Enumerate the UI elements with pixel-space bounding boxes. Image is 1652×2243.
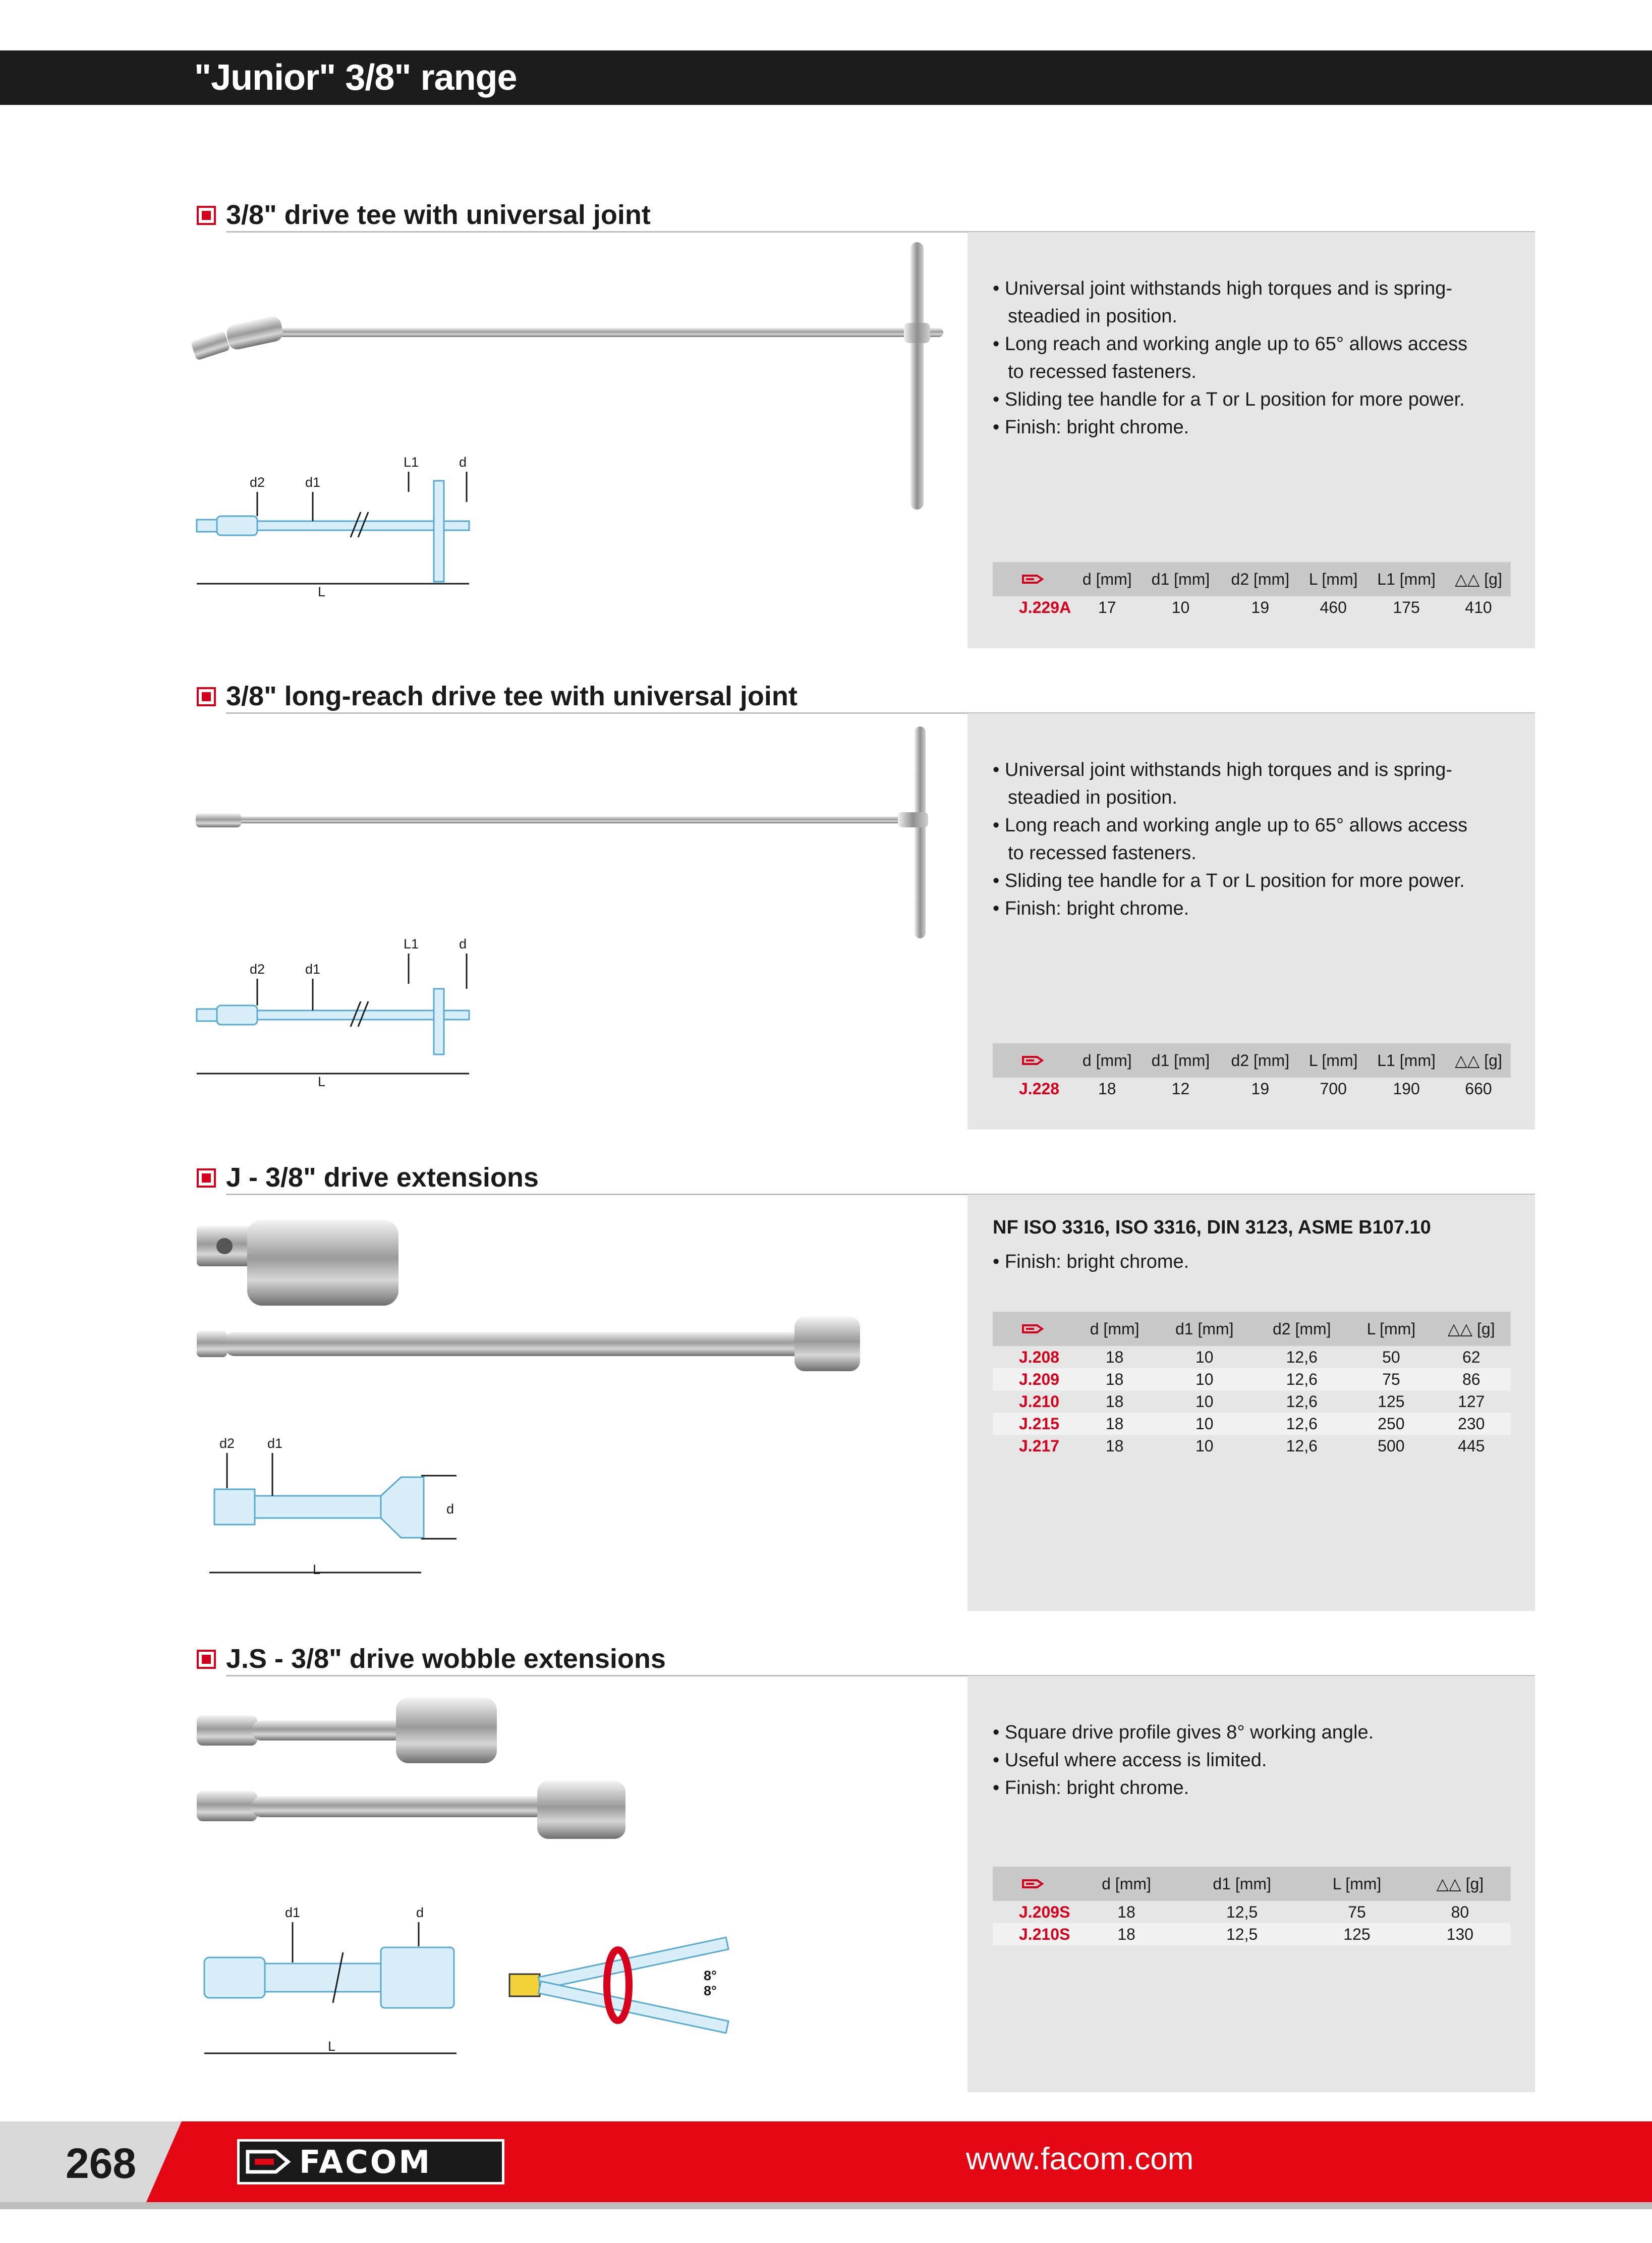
weight-scale-icon: △△ <box>1447 1320 1473 1338</box>
column-header: d2 [mm] <box>1220 562 1300 596</box>
reference-cell: J.209S <box>993 1901 1073 1923</box>
table-cell: 12 <box>1141 1078 1221 1100</box>
column-header: △△ [g] <box>1446 1043 1511 1078</box>
table-cell: 62 <box>1432 1346 1511 1368</box>
table-row <box>993 1413 1511 1435</box>
diagram-label-d2: d2 <box>250 475 265 490</box>
section-title: 3/8" long-reach drive tee with universal joint <box>226 681 797 711</box>
brand-name: FACOM <box>299 2144 432 2180</box>
table-cell: 10 <box>1156 1390 1253 1413</box>
reference-cell: J.208 <box>993 1346 1073 1368</box>
feature-list <box>993 275 1477 441</box>
table-cell: 18 <box>1073 1368 1156 1390</box>
table-cell: 12,5 <box>1179 1901 1304 1923</box>
table-cell: 75 <box>1304 1901 1409 1923</box>
feature-item: • Square drive profile gives 8° working angle. <box>993 1719 1477 1747</box>
reference-cell: J.210 <box>993 1390 1073 1413</box>
table-cell: 12,6 <box>1253 1368 1350 1390</box>
column-header: d [mm] <box>1073 1043 1141 1078</box>
table-cell: 127 <box>1432 1390 1511 1413</box>
extension-bars-photo <box>194 1216 870 1387</box>
section-marker-icon <box>197 1168 216 1188</box>
diagram-label-d2: d2 <box>250 962 265 977</box>
feature-list <box>993 756 1477 923</box>
table-cell: 410 <box>1446 596 1511 619</box>
table-cell: 250 <box>1350 1413 1432 1435</box>
reference-cell: J.209 <box>993 1368 1073 1390</box>
table-cell: 10 <box>1141 596 1221 619</box>
column-header: d1 [mm] <box>1179 1867 1304 1901</box>
table-header-row <box>993 562 1511 596</box>
diagram-label-d: d <box>459 455 467 470</box>
table-cell: 19 <box>1220 1078 1300 1100</box>
table-cell: 130 <box>1409 1923 1511 1945</box>
weight-scale-icon: △△ <box>1455 1051 1480 1070</box>
table-cell: 50 <box>1350 1346 1432 1368</box>
table-cell: 12,5 <box>1179 1923 1304 1945</box>
reference-cell: J.210S <box>993 1923 1073 1945</box>
table-cell: 18 <box>1073 1078 1141 1100</box>
table-cell: 18 <box>1073 1346 1156 1368</box>
feature-item: • Long reach and working angle up to 65° allows access to recessed fasteners. <box>993 330 1477 386</box>
reference-tag-icon <box>993 1312 1073 1346</box>
column-header: △△ [g] <box>1446 562 1511 596</box>
diagram-label-l: L <box>313 1562 321 1577</box>
section-marker-icon <box>197 687 216 706</box>
table-row <box>993 1346 1511 1368</box>
feature-item: • Useful where access is limited. <box>993 1747 1477 1774</box>
table-row <box>993 1368 1511 1390</box>
column-header: L [mm] <box>1350 1312 1432 1346</box>
table-header-row <box>993 1312 1511 1346</box>
reference-tag-icon <box>993 562 1073 596</box>
wobble-angle-diagram <box>504 1925 767 2046</box>
diagram-label-d1: d1 <box>305 475 321 490</box>
spec-table <box>993 1043 1511 1100</box>
spec-table <box>993 1867 1511 1945</box>
table-cell: 190 <box>1366 1078 1446 1100</box>
table-cell: 18 <box>1073 1923 1179 1945</box>
column-header: L [mm] <box>1304 1867 1409 1901</box>
column-header: d2 [mm] <box>1253 1312 1350 1346</box>
diagram-label-d: d <box>416 1905 424 1920</box>
column-header: d2 [mm] <box>1220 1043 1300 1078</box>
diagram-label-l: L <box>328 2039 336 2054</box>
table-cell: 12,6 <box>1253 1390 1350 1413</box>
footer-rule <box>0 2202 1652 2209</box>
table-cell: 18 <box>1073 1390 1156 1413</box>
table-cell: 460 <box>1300 596 1366 619</box>
table-row <box>993 1435 1511 1457</box>
column-header: L [mm] <box>1300 1043 1366 1078</box>
section-marker-icon <box>197 1650 216 1669</box>
column-header: d1 [mm] <box>1156 1312 1253 1346</box>
reference-tag-icon <box>993 1043 1073 1078</box>
section-title: 3/8" drive tee with universal joint <box>226 200 651 230</box>
column-header: L [mm] <box>1300 562 1366 596</box>
column-header: L1 [mm] <box>1366 562 1446 596</box>
reference-cell: J.229A <box>993 596 1073 619</box>
table-cell: 175 <box>1366 596 1446 619</box>
facom-logo-icon <box>237 2139 504 2184</box>
section-marker-icon <box>197 206 216 225</box>
dimension-diagram <box>199 1902 482 2068</box>
dimension-diagram <box>199 1433 472 1584</box>
diagram-label-d1: d1 <box>285 1905 301 1920</box>
table-cell: 12,6 <box>1253 1435 1350 1457</box>
weight-scale-icon: △△ <box>1455 570 1480 588</box>
angle-label: 8° <box>704 1983 717 1998</box>
feature-item: • Sliding tee handle for a T or L position for more power. <box>993 867 1477 895</box>
feature-item: • Universal joint withstands high torques and is spring-steadied in position. <box>993 756 1477 812</box>
table-cell: 125 <box>1304 1923 1409 1945</box>
column-header: d [mm] <box>1073 562 1141 596</box>
long-tee-handle-photo <box>192 716 948 938</box>
table-row <box>993 1923 1511 1945</box>
feature-item: • Sliding tee handle for a T or L position for more power. <box>993 386 1477 414</box>
table-cell: 86 <box>1432 1368 1511 1390</box>
table-row <box>993 596 1511 619</box>
feature-item: • Long reach and working angle up to 65° allows access to recessed fasteners. <box>993 812 1477 867</box>
feature-item: • Finish: bright chrome. <box>993 1248 1477 1276</box>
table-cell: 12,6 <box>1253 1346 1350 1368</box>
reference-tag-icon <box>993 1867 1073 1901</box>
website-link[interactable]: www.facom.com <box>966 2142 1194 2176</box>
table-cell: 125 <box>1350 1390 1432 1413</box>
table-cell: 80 <box>1409 1901 1511 1923</box>
table-cell: 700 <box>1300 1078 1366 1100</box>
diagram-label-l1: L1 <box>404 936 419 951</box>
diagram-label-d: d <box>446 1501 454 1517</box>
column-header: △△ [g] <box>1409 1867 1511 1901</box>
spec-table <box>993 1312 1511 1457</box>
column-header: d [mm] <box>1073 1312 1156 1346</box>
spec-table <box>993 562 1511 619</box>
diagram-label-d: d <box>459 936 467 951</box>
table-cell: 18 <box>1073 1435 1156 1457</box>
table-cell: 500 <box>1350 1435 1432 1457</box>
column-header: △△ [g] <box>1432 1312 1511 1346</box>
feature-item: • Finish: bright chrome. <box>993 414 1477 441</box>
diagram-label-d1: d1 <box>267 1436 283 1451</box>
table-cell: 10 <box>1156 1435 1253 1457</box>
table-cell: 10 <box>1156 1346 1253 1368</box>
table-cell: 17 <box>1073 596 1141 619</box>
table-row <box>993 1901 1511 1923</box>
wobble-extensions-photo <box>194 1693 638 1859</box>
table-cell: 12,6 <box>1253 1413 1350 1435</box>
diagram-label-l: L <box>318 1074 326 1089</box>
feature-list <box>993 1719 1477 1802</box>
section-title: J.S - 3/8" drive wobble extensions <box>226 1644 666 1674</box>
diagram-label-d2: d2 <box>219 1436 235 1451</box>
facom-emblem-icon <box>246 2149 291 2175</box>
table-cell: 230 <box>1432 1413 1511 1435</box>
table-row <box>993 1390 1511 1413</box>
feature-item: • Universal joint withstands high torques and is spring-steadied in position. <box>993 275 1477 330</box>
table-cell: 75 <box>1350 1368 1432 1390</box>
table-header-row <box>993 1043 1511 1078</box>
table-cell: 18 <box>1073 1413 1156 1435</box>
table-cell: 660 <box>1446 1078 1511 1100</box>
reference-cell: J.215 <box>993 1413 1073 1435</box>
section-title: J - 3/8" drive extensions <box>226 1162 539 1193</box>
dimension-diagram <box>192 452 489 603</box>
angle-label: 8° <box>704 1968 717 1983</box>
diagram-label-l: L <box>318 584 326 599</box>
weight-scale-icon: △△ <box>1436 1875 1461 1893</box>
standards-text: NF ISO 3316, ISO 3316, DIN 3123, ASME B107.10 <box>993 1217 1431 1238</box>
table-cell: 18 <box>1073 1901 1179 1923</box>
column-header: d1 [mm] <box>1141 1043 1221 1078</box>
table-cell: 10 <box>1156 1413 1253 1435</box>
diagram-label-l1: L1 <box>404 455 419 470</box>
page-title: "Junior" 3/8" range <box>194 58 517 98</box>
table-row <box>993 1078 1511 1100</box>
feature-item: • Finish: bright chrome. <box>993 895 1477 923</box>
column-header: d [mm] <box>1073 1867 1179 1901</box>
column-header: L1 [mm] <box>1366 1043 1446 1078</box>
page-number: 268 <box>66 2140 137 2187</box>
reference-cell: J.217 <box>993 1435 1073 1457</box>
table-cell: 10 <box>1156 1368 1253 1390</box>
diagram-label-d1: d1 <box>305 962 321 977</box>
feature-list <box>993 1248 1477 1276</box>
column-header: d1 [mm] <box>1141 562 1221 596</box>
feature-item: • Finish: bright chrome. <box>993 1774 1477 1802</box>
table-cell: 19 <box>1220 596 1300 619</box>
reference-cell: J.228 <box>993 1078 1073 1100</box>
dimension-diagram <box>192 933 489 1090</box>
table-header-row <box>993 1867 1511 1901</box>
table-cell: 445 <box>1432 1435 1511 1457</box>
